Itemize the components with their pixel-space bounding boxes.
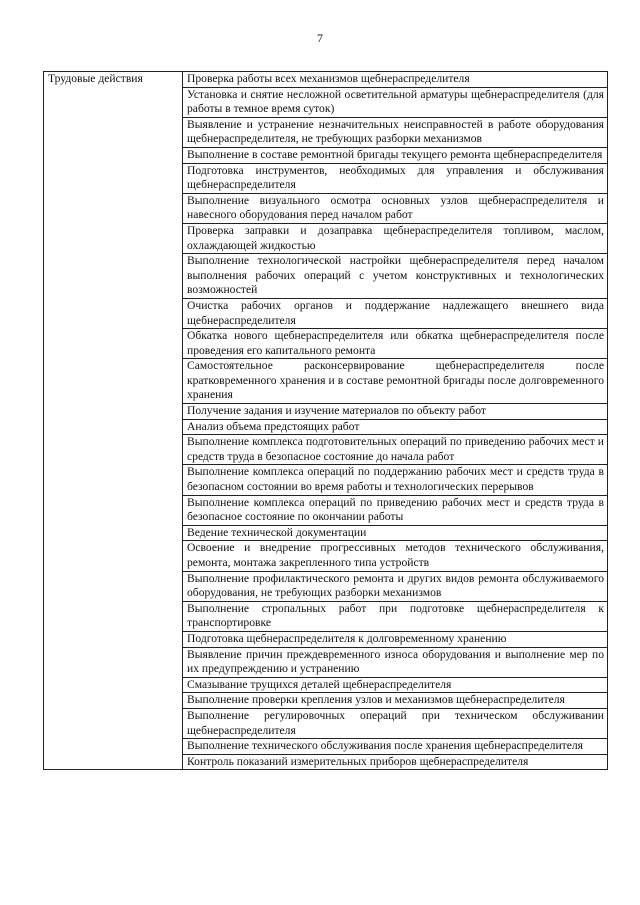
section-label: Трудовые действия [44,72,183,770]
labor-action-item: Освоение и внедрение прогрессивных методов технического обслуживания, ремонта, монтажа закрепленного типа устройств [183,541,608,571]
labor-action-item: Выполнение в составе ремонтной бригады текущего ремонта щебнераспределителя [183,147,608,163]
labor-action-item: Установка и снятие несложной осветительной арматуры щебнераспределителя (для работы в темное время суток) [183,87,608,117]
labor-action-item: Подготовка инструментов, необходимых для управления и обслуживания щебнераспределителя [183,163,608,193]
labor-action-item: Выполнение стропальных работ при подготовке щебнераспределителя к транспортировке [183,601,608,631]
labor-action-item: Выполнение регулировочных операций при техническом обслуживании щебнераспределителя [183,708,608,738]
labor-action-item: Смазывание трущихся деталей щебнераспределителя [183,677,608,693]
page-number: 7 [317,31,323,45]
labor-action-item: Обкатка нового щебнераспределителя или обкатка щебнераспределителя после проведения его капитального ремонта [183,329,608,359]
labor-action-item: Анализ объема предстоящих работ [183,419,608,435]
labor-action-item: Получение задания и изучение материалов по объекту работ [183,404,608,420]
labor-action-item: Выполнение комплекса операций по приведению рабочих мест и средств труда в безопасное состояние по окончании работы [183,495,608,525]
labor-action-item: Очистка рабочих органов и поддержание надлежащего внешнего вида щебнераспределителя [183,298,608,328]
labor-action-item: Выявление причин преждевременного износа оборудования и выполнение мер по их предупреждению и устранению [183,647,608,677]
labor-action-item: Контроль показаний измерительных приборов щебнераспределителя [183,754,608,770]
labor-action-item: Выполнение комплекса подготовительных операций по приведению рабочих мест и средств труда в безопасное состояние до начала работ [183,435,608,465]
labor-action-item: Проверка заправки и дозаправка щебнераспределителя топливом, маслом, охлаждающей жидкостью [183,223,608,253]
labor-action-item: Проверка работы всех механизмов щебнераспределителя [183,72,608,88]
labor-action-item: Выполнение комплекса операций по поддержанию рабочих мест и средств труда в безопасном состоянии во время работы и технологических перерывов [183,465,608,495]
labor-action-item: Выявление и устранение незначительных неисправностей в работе оборудования щебнераспределителя, не требующих разборки механизмов [183,117,608,147]
labor-action-item: Выполнение визуального осмотра основных узлов щебнераспределителя и навесного оборудования перед началом работ [183,193,608,223]
labor-action-item: Выполнение технического обслуживания после хранения щебнераспределителя [183,739,608,755]
labor-action-item: Ведение технической документации [183,525,608,541]
labor-action-item: Самостоятельное расконсервирование щебнераспределителя после кратковременного хранения и в составе ремонтной бригады после долговременного хранения [183,359,608,404]
labor-action-item: Выполнение технологической настройки щебнераспределителя перед началом выполнения рабочих операций с учетом конструктивных и технологических возможностей [183,254,608,299]
labor-action-item: Выполнение профилактического ремонта и других видов ремонта обслуживаемого оборудования, не требующих разборки механизмов [183,571,608,601]
labor-actions-table [43,71,608,770]
labor-action-item: Подготовка щебнераспределителя к долговременному хранению [183,631,608,647]
labor-action-item: Выполнение проверки крепления узлов и механизмов щебнераспределителя [183,693,608,709]
table-row [44,72,608,88]
